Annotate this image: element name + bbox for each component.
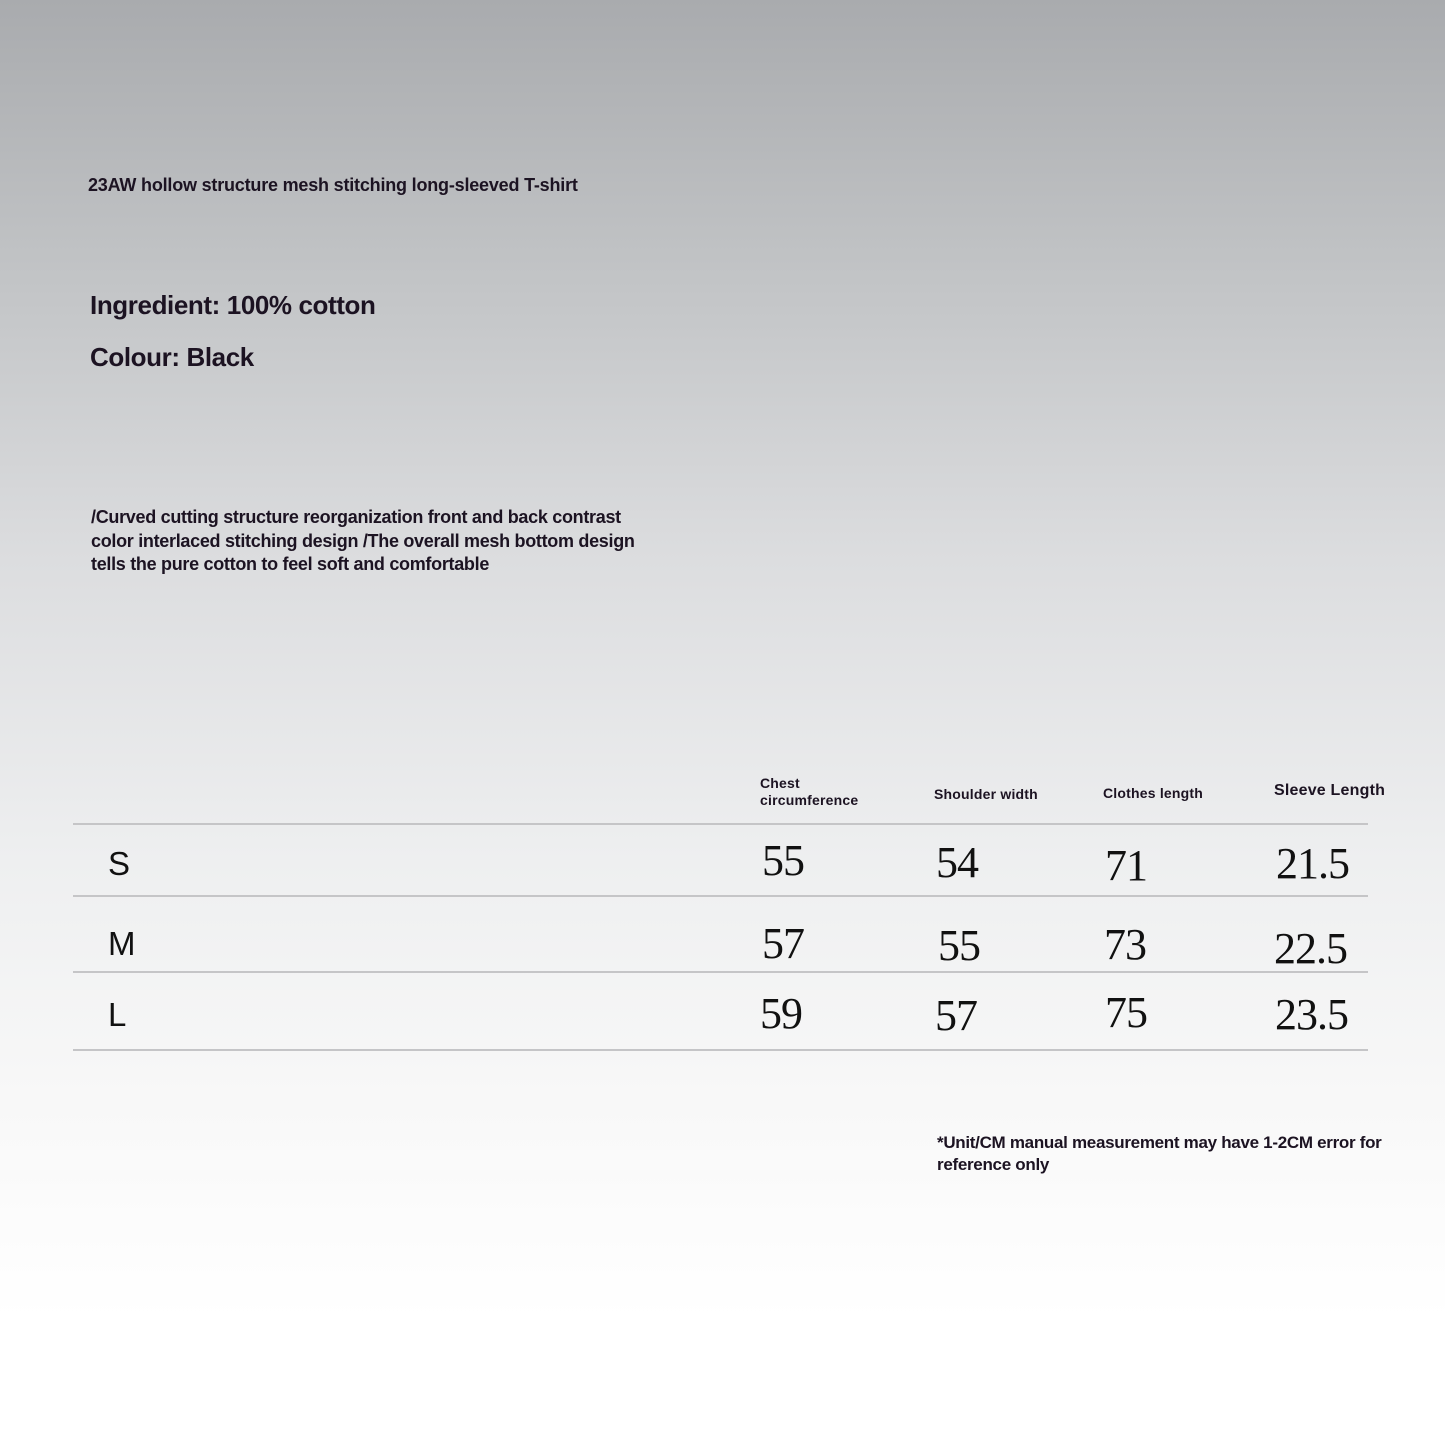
sleeve-value: 23.5 bbox=[1275, 990, 1348, 1039]
length-value: 71 bbox=[1105, 841, 1147, 890]
length-value: 73 bbox=[1104, 920, 1146, 969]
header-shoulder-width: Shoulder width bbox=[934, 786, 1038, 802]
shoulder-value: 57 bbox=[935, 991, 977, 1040]
header-clothes-length: Clothes length bbox=[1103, 785, 1204, 801]
size-label: M bbox=[108, 925, 136, 962]
measurement-note: *Unit/CM manual measurement may have 1-2CM error for reference only bbox=[937, 1133, 1382, 1174]
sleeve-value: 21.5 bbox=[1276, 839, 1349, 888]
table-divider bbox=[73, 971, 1368, 973]
colour-text: Colour: Black bbox=[90, 342, 254, 372]
chest-value: 55 bbox=[762, 836, 804, 885]
table-divider bbox=[73, 823, 1368, 825]
chest-value: 59 bbox=[760, 989, 802, 1038]
product-description: /Curved cutting structure reorganization front and back contrast color interlaced stitching design /The overall mesh bottom design tells the pure cotton to feel soft and comfortable bbox=[91, 507, 635, 574]
product-title: 23AW hollow structure mesh stitching long-sleeved T-shirt bbox=[88, 175, 578, 195]
length-value: 75 bbox=[1105, 988, 1147, 1037]
chest-value: 57 bbox=[762, 919, 804, 968]
shoulder-value: 55 bbox=[938, 921, 980, 970]
header-sleeve-length: Sleeve Length bbox=[1274, 782, 1386, 799]
size-label: L bbox=[108, 996, 127, 1033]
ingredient-text: Ingredient: 100% cotton bbox=[90, 290, 376, 320]
table-divider bbox=[73, 1049, 1368, 1051]
shoulder-value: 54 bbox=[936, 838, 978, 887]
header-chest-circumference: Chest circumference bbox=[760, 775, 859, 808]
sleeve-value: 22.5 bbox=[1274, 924, 1347, 973]
table-divider bbox=[73, 895, 1368, 897]
size-label: S bbox=[108, 845, 131, 882]
